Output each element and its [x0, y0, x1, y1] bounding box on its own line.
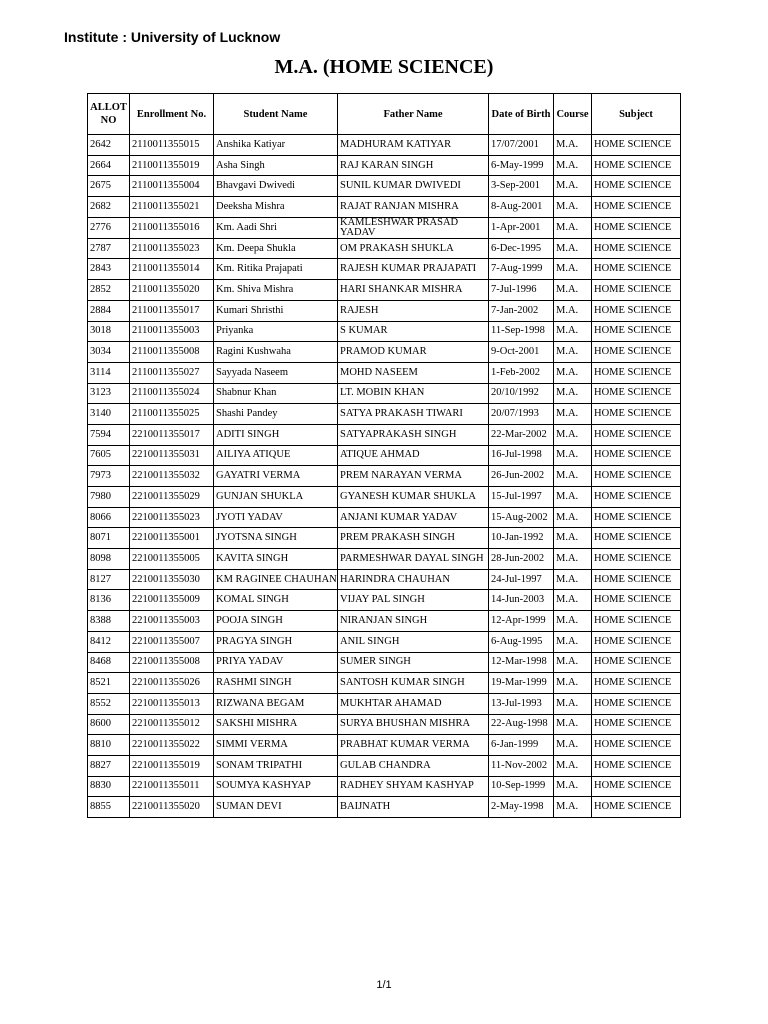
cell-subject: HOME SCIENCE: [592, 776, 681, 797]
cell-father-name: PREM NARAYAN VERMA: [338, 466, 489, 487]
cell-course: M.A.: [554, 611, 592, 632]
cell-course: M.A.: [554, 528, 592, 549]
cell-father-name: SUNIL KUMAR DWIVEDI: [338, 176, 489, 197]
cell-enrollment-no: 2110011355027: [130, 362, 214, 383]
table-header: [88, 94, 681, 135]
cell-allot-no: 8830: [88, 776, 130, 797]
cell-course: M.A.: [554, 135, 592, 156]
cell-enrollment-no: 2210011355022: [130, 735, 214, 756]
cell-subject: HOME SCIENCE: [592, 176, 681, 197]
cell-father-name: SURYA BHUSHAN MISHRA: [338, 714, 489, 735]
cell-course: M.A.: [554, 735, 592, 756]
cell-student-name: Kumari Shristhi: [214, 300, 338, 321]
cell-enrollment-no: 2210011355007: [130, 631, 214, 652]
cell-course: M.A.: [554, 404, 592, 425]
table-row: [88, 631, 681, 652]
cell-course: M.A.: [554, 693, 592, 714]
cell-enrollment-no: 2210011355019: [130, 755, 214, 776]
table-row: [88, 611, 681, 632]
cell-allot-no: 8855: [88, 797, 130, 818]
cell-subject: HOME SCIENCE: [592, 611, 681, 632]
cell-course: M.A.: [554, 507, 592, 528]
cell-subject: HOME SCIENCE: [592, 652, 681, 673]
cell-enrollment-no: 2210011355008: [130, 652, 214, 673]
cell-father-name: MADHURAM KATIYAR: [338, 135, 489, 156]
cell-enrollment-no: 2110011355015: [130, 135, 214, 156]
cell-subject: HOME SCIENCE: [592, 404, 681, 425]
cell-student-name: Priyanka: [214, 321, 338, 342]
table-row: [88, 549, 681, 570]
cell-enrollment-no: 2210011355017: [130, 424, 214, 445]
table-row: [88, 197, 681, 218]
cell-date-of-birth: 10-Jan-1992: [489, 528, 554, 549]
table-row: [88, 590, 681, 611]
cell-student-name: AILIYA ATIQUE: [214, 445, 338, 466]
cell-enrollment-no: 2110011355017: [130, 300, 214, 321]
cell-course: M.A.: [554, 549, 592, 570]
cell-allot-no: 2675: [88, 176, 130, 197]
cell-allot-no: 8136: [88, 590, 130, 611]
institute-label: Institute : University of Lucknow: [64, 29, 281, 45]
cell-subject: HOME SCIENCE: [592, 362, 681, 383]
column-header-enrollment-no: Enrollment No.: [130, 94, 214, 135]
cell-course: M.A.: [554, 714, 592, 735]
cell-enrollment-no: 2210011355013: [130, 693, 214, 714]
table-row: [88, 652, 681, 673]
cell-date-of-birth: 1-Feb-2002: [489, 362, 554, 383]
cell-date-of-birth: 7-Jul-1996: [489, 280, 554, 301]
cell-student-name: KAVITA SINGH: [214, 549, 338, 570]
cell-allot-no: 7594: [88, 424, 130, 445]
cell-father-name: RAJ KARAN SINGH: [338, 155, 489, 176]
cell-father-name: SUMER SINGH: [338, 652, 489, 673]
cell-student-name: PRAGYA SINGH: [214, 631, 338, 652]
cell-date-of-birth: 20/07/1993: [489, 404, 554, 425]
cell-subject: HOME SCIENCE: [592, 631, 681, 652]
cell-date-of-birth: 12-Apr-1999: [489, 611, 554, 632]
cell-enrollment-no: 2110011355004: [130, 176, 214, 197]
cell-allot-no: 2852: [88, 280, 130, 301]
cell-course: M.A.: [554, 590, 592, 611]
cell-student-name: KM RAGINEE CHAUHAN: [214, 569, 338, 590]
cell-student-name: RIZWANA BEGAM: [214, 693, 338, 714]
cell-father-name: MUKHTAR AHAMAD: [338, 693, 489, 714]
cell-student-name: PRIYA YADAV: [214, 652, 338, 673]
cell-subject: HOME SCIENCE: [592, 714, 681, 735]
cell-subject: HOME SCIENCE: [592, 383, 681, 404]
cell-allot-no: 3140: [88, 404, 130, 425]
cell-enrollment-no: 2210011355030: [130, 569, 214, 590]
cell-allot-no: 2843: [88, 259, 130, 280]
cell-course: M.A.: [554, 652, 592, 673]
cell-father-name: RAJESH: [338, 300, 489, 321]
cell-date-of-birth: 15-Jul-1997: [489, 487, 554, 508]
cell-date-of-birth: 6-Jan-1999: [489, 735, 554, 756]
cell-date-of-birth: 11-Sep-1998: [489, 321, 554, 342]
cell-enrollment-no: 2210011355032: [130, 466, 214, 487]
cell-date-of-birth: 3-Sep-2001: [489, 176, 554, 197]
cell-student-name: SIMMI VERMA: [214, 735, 338, 756]
cell-course: M.A.: [554, 776, 592, 797]
cell-subject: HOME SCIENCE: [592, 735, 681, 756]
cell-student-name: JYOTI YADAV: [214, 507, 338, 528]
cell-student-name: SAKSHI MISHRA: [214, 714, 338, 735]
cell-student-name: GUNJAN SHUKLA: [214, 487, 338, 508]
cell-subject: HOME SCIENCE: [592, 424, 681, 445]
table-row: [88, 238, 681, 259]
cell-subject: HOME SCIENCE: [592, 487, 681, 508]
cell-father-name: ANIL SINGH: [338, 631, 489, 652]
cell-enrollment-no: 2110011355020: [130, 280, 214, 301]
cell-student-name: Km. Aadi Shri: [214, 217, 338, 238]
cell-date-of-birth: 14-Jun-2003: [489, 590, 554, 611]
cell-student-name: Km. Ritika Prajapati: [214, 259, 338, 280]
cell-enrollment-no: 2210011355031: [130, 445, 214, 466]
cell-enrollment-no: 2110011355008: [130, 342, 214, 363]
cell-allot-no: 3123: [88, 383, 130, 404]
table-row: [88, 735, 681, 756]
table-row: [88, 217, 681, 238]
cell-subject: HOME SCIENCE: [592, 342, 681, 363]
cell-allot-no: 8810: [88, 735, 130, 756]
cell-father-name: RAJAT RANJAN MISHRA: [338, 197, 489, 218]
page-title: M.A. (HOME SCIENCE): [274, 56, 494, 78]
cell-course: M.A.: [554, 631, 592, 652]
cell-enrollment-no: 2210011355005: [130, 549, 214, 570]
cell-allot-no: 7605: [88, 445, 130, 466]
table-row: [88, 776, 681, 797]
cell-allot-no: 8412: [88, 631, 130, 652]
cell-father-name: ATIQUE AHMAD: [338, 445, 489, 466]
cell-subject: HOME SCIENCE: [592, 797, 681, 818]
cell-enrollment-no: 2110011355024: [130, 383, 214, 404]
cell-date-of-birth: 16-Jul-1998: [489, 445, 554, 466]
cell-date-of-birth: 12-Mar-1998: [489, 652, 554, 673]
cell-date-of-birth: 15-Aug-2002: [489, 507, 554, 528]
cell-father-name: VIJAY PAL SINGH: [338, 590, 489, 611]
cell-subject: HOME SCIENCE: [592, 549, 681, 570]
table-row: [88, 135, 681, 156]
cell-subject: HOME SCIENCE: [592, 528, 681, 549]
cell-date-of-birth: 8-Aug-2001: [489, 197, 554, 218]
table-body: [88, 135, 681, 818]
cell-course: M.A.: [554, 755, 592, 776]
cell-allot-no: 8827: [88, 755, 130, 776]
cell-father-name: MOHD NASEEM: [338, 362, 489, 383]
cell-course: M.A.: [554, 155, 592, 176]
cell-subject: HOME SCIENCE: [592, 569, 681, 590]
cell-course: M.A.: [554, 259, 592, 280]
cell-student-name: Sayyada Naseem: [214, 362, 338, 383]
table-row: [88, 673, 681, 694]
table-row: [88, 404, 681, 425]
table-row: [88, 280, 681, 301]
cell-allot-no: 7973: [88, 466, 130, 487]
cell-subject: HOME SCIENCE: [592, 300, 681, 321]
cell-allot-no: 3018: [88, 321, 130, 342]
cell-enrollment-no: 2210011355026: [130, 673, 214, 694]
cell-course: M.A.: [554, 342, 592, 363]
page-number: 1/1: [376, 979, 392, 991]
cell-enrollment-no: 2110011355003: [130, 321, 214, 342]
table-row: [88, 487, 681, 508]
cell-student-name: Shabnur Khan: [214, 383, 338, 404]
cell-subject: HOME SCIENCE: [592, 507, 681, 528]
table-row: [88, 362, 681, 383]
cell-allot-no: 8388: [88, 611, 130, 632]
cell-course: M.A.: [554, 424, 592, 445]
table-row: [88, 693, 681, 714]
cell-course: M.A.: [554, 487, 592, 508]
cell-enrollment-no: 2110011355014: [130, 259, 214, 280]
cell-allot-no: 2787: [88, 238, 130, 259]
column-header-student-name: Student Name: [214, 94, 338, 135]
cell-date-of-birth: 7-Aug-1999: [489, 259, 554, 280]
cell-father-name: RADHEY SHYAM KASHYAP: [338, 776, 489, 797]
table-row: [88, 569, 681, 590]
cell-student-name: POOJA SINGH: [214, 611, 338, 632]
cell-father-name: PARMESHWAR DAYAL SINGH: [338, 549, 489, 570]
cell-student-name: Shashi Pandey: [214, 404, 338, 425]
cell-allot-no: 2664: [88, 155, 130, 176]
cell-father-name: OM PRAKASH SHUKLA: [338, 238, 489, 259]
cell-student-name: JYOTSNA SINGH: [214, 528, 338, 549]
cell-date-of-birth: 24-Jul-1997: [489, 569, 554, 590]
cell-allot-no: 8071: [88, 528, 130, 549]
cell-father-name: PREM PRAKASH SINGH: [338, 528, 489, 549]
cell-student-name: Asha Singh: [214, 155, 338, 176]
column-header-date-of-birth: Date of Birth: [489, 94, 554, 135]
table-row: [88, 445, 681, 466]
table-row: [88, 424, 681, 445]
cell-student-name: Bhavgavi Dwivedi: [214, 176, 338, 197]
cell-father-name: RAJESH KUMAR PRAJAPATI: [338, 259, 489, 280]
table-row: [88, 528, 681, 549]
cell-father-name: PRAMOD KUMAR: [338, 342, 489, 363]
cell-enrollment-no: 2210011355009: [130, 590, 214, 611]
cell-date-of-birth: 26-Jun-2002: [489, 466, 554, 487]
cell-subject: HOME SCIENCE: [592, 135, 681, 156]
cell-allot-no: 8468: [88, 652, 130, 673]
column-header-course: Course: [554, 94, 592, 135]
cell-course: M.A.: [554, 197, 592, 218]
cell-date-of-birth: 6-Aug-1995: [489, 631, 554, 652]
cell-date-of-birth: 6-May-1999: [489, 155, 554, 176]
cell-student-name: RASHMI SINGH: [214, 673, 338, 694]
cell-father-name: LT. MOBIN KHAN: [338, 383, 489, 404]
cell-allot-no: 8552: [88, 693, 130, 714]
cell-allot-no: 2776: [88, 217, 130, 238]
cell-student-name: Ragini Kushwaha: [214, 342, 338, 363]
cell-date-of-birth: 10-Sep-1999: [489, 776, 554, 797]
table-row: [88, 155, 681, 176]
cell-father-name: SANTOSH KUMAR SINGH: [338, 673, 489, 694]
cell-date-of-birth: 20/10/1992: [489, 383, 554, 404]
cell-father-name: GULAB CHANDRA: [338, 755, 489, 776]
cell-student-name: Deeksha Mishra: [214, 197, 338, 218]
cell-allot-no: 2642: [88, 135, 130, 156]
table-row: [88, 321, 681, 342]
cell-student-name: Km. Shiva Mishra: [214, 280, 338, 301]
cell-course: M.A.: [554, 362, 592, 383]
cell-student-name: KOMAL SINGH: [214, 590, 338, 611]
cell-allot-no: 8600: [88, 714, 130, 735]
cell-allot-no: 3034: [88, 342, 130, 363]
cell-date-of-birth: 11-Nov-2002: [489, 755, 554, 776]
cell-date-of-birth: 17/07/2001: [489, 135, 554, 156]
cell-student-name: SUMAN DEVI: [214, 797, 338, 818]
cell-father-name: SATYAPRAKASH SINGH: [338, 424, 489, 445]
cell-subject: HOME SCIENCE: [592, 155, 681, 176]
table-row: [88, 176, 681, 197]
cell-subject: HOME SCIENCE: [592, 321, 681, 342]
cell-course: M.A.: [554, 797, 592, 818]
cell-course: M.A.: [554, 673, 592, 694]
cell-date-of-birth: 22-Mar-2002: [489, 424, 554, 445]
cell-father-name: BAIJNATH: [338, 797, 489, 818]
table-row: [88, 383, 681, 404]
cell-enrollment-no: 2110011355023: [130, 238, 214, 259]
cell-subject: HOME SCIENCE: [592, 259, 681, 280]
table-row: [88, 466, 681, 487]
cell-father-name: NIRANJAN SINGH: [338, 611, 489, 632]
column-header-subject: Subject: [592, 94, 681, 135]
cell-course: M.A.: [554, 445, 592, 466]
cell-subject: HOME SCIENCE: [592, 466, 681, 487]
table-row: [88, 259, 681, 280]
cell-course: M.A.: [554, 280, 592, 301]
column-header-father-name: Father Name: [338, 94, 489, 135]
cell-date-of-birth: 28-Jun-2002: [489, 549, 554, 570]
cell-subject: HOME SCIENCE: [592, 673, 681, 694]
cell-subject: HOME SCIENCE: [592, 197, 681, 218]
cell-enrollment-no: 2110011355021: [130, 197, 214, 218]
student-table: [87, 93, 681, 818]
cell-course: M.A.: [554, 217, 592, 238]
cell-student-name: Km. Deepa Shukla: [214, 238, 338, 259]
table-row: [88, 714, 681, 735]
cell-enrollment-no: 2210011355020: [130, 797, 214, 818]
cell-father-name: HARI SHANKAR MISHRA: [338, 280, 489, 301]
cell-father-name: PRABHAT KUMAR VERMA: [338, 735, 489, 756]
cell-subject: HOME SCIENCE: [592, 238, 681, 259]
cell-subject: HOME SCIENCE: [592, 445, 681, 466]
cell-subject: HOME SCIENCE: [592, 217, 681, 238]
cell-date-of-birth: 9-Oct-2001: [489, 342, 554, 363]
cell-father-name: KAMLESHWAR PRASAD YADAV: [338, 217, 489, 238]
table-row: [88, 342, 681, 363]
cell-course: M.A.: [554, 238, 592, 259]
cell-allot-no: 3114: [88, 362, 130, 383]
column-header-allot-no: ALLOT NO: [88, 94, 130, 135]
cell-enrollment-no: 2210011355003: [130, 611, 214, 632]
cell-date-of-birth: 13-Jul-1993: [489, 693, 554, 714]
cell-date-of-birth: 7-Jan-2002: [489, 300, 554, 321]
cell-allot-no: 2682: [88, 197, 130, 218]
header-row: [88, 94, 681, 135]
cell-course: M.A.: [554, 176, 592, 197]
cell-allot-no: 8521: [88, 673, 130, 694]
cell-enrollment-no: 2110011355016: [130, 217, 214, 238]
cell-subject: HOME SCIENCE: [592, 755, 681, 776]
cell-allot-no: 8098: [88, 549, 130, 570]
table-row: [88, 755, 681, 776]
cell-father-name: S KUMAR: [338, 321, 489, 342]
cell-subject: HOME SCIENCE: [592, 590, 681, 611]
cell-date-of-birth: 1-Apr-2001: [489, 217, 554, 238]
table-row: [88, 797, 681, 818]
cell-enrollment-no: 2110011355019: [130, 155, 214, 176]
cell-student-name: GAYATRI VERMA: [214, 466, 338, 487]
cell-course: M.A.: [554, 300, 592, 321]
cell-father-name: ANJANI KUMAR YADAV: [338, 507, 489, 528]
table-row: [88, 507, 681, 528]
cell-enrollment-no: 2110011355025: [130, 404, 214, 425]
cell-course: M.A.: [554, 466, 592, 487]
cell-course: M.A.: [554, 569, 592, 590]
cell-allot-no: 8066: [88, 507, 130, 528]
cell-enrollment-no: 2210011355023: [130, 507, 214, 528]
table-row: [88, 300, 681, 321]
cell-allot-no: 7980: [88, 487, 130, 508]
cell-enrollment-no: 2210011355029: [130, 487, 214, 508]
cell-subject: HOME SCIENCE: [592, 280, 681, 301]
cell-enrollment-no: 2210011355001: [130, 528, 214, 549]
cell-enrollment-no: 2210011355011: [130, 776, 214, 797]
cell-allot-no: 2884: [88, 300, 130, 321]
cell-date-of-birth: 22-Aug-1998: [489, 714, 554, 735]
cell-date-of-birth: 6-Dec-1995: [489, 238, 554, 259]
cell-course: M.A.: [554, 383, 592, 404]
cell-father-name: SATYA PRAKASH TIWARI: [338, 404, 489, 425]
cell-student-name: ADITI SINGH: [214, 424, 338, 445]
cell-enrollment-no: 2210011355012: [130, 714, 214, 735]
cell-student-name: SONAM TRIPATHI: [214, 755, 338, 776]
cell-father-name: HARINDRA CHAUHAN: [338, 569, 489, 590]
cell-father-name: GYANESH KUMAR SHUKLA: [338, 487, 489, 508]
cell-course: M.A.: [554, 321, 592, 342]
cell-student-name: SOUMYA KASHYAP: [214, 776, 338, 797]
cell-allot-no: 8127: [88, 569, 130, 590]
cell-subject: HOME SCIENCE: [592, 693, 681, 714]
cell-student-name: Anshika Katiyar: [214, 135, 338, 156]
cell-date-of-birth: 19-Mar-1999: [489, 673, 554, 694]
cell-date-of-birth: 2-May-1998: [489, 797, 554, 818]
